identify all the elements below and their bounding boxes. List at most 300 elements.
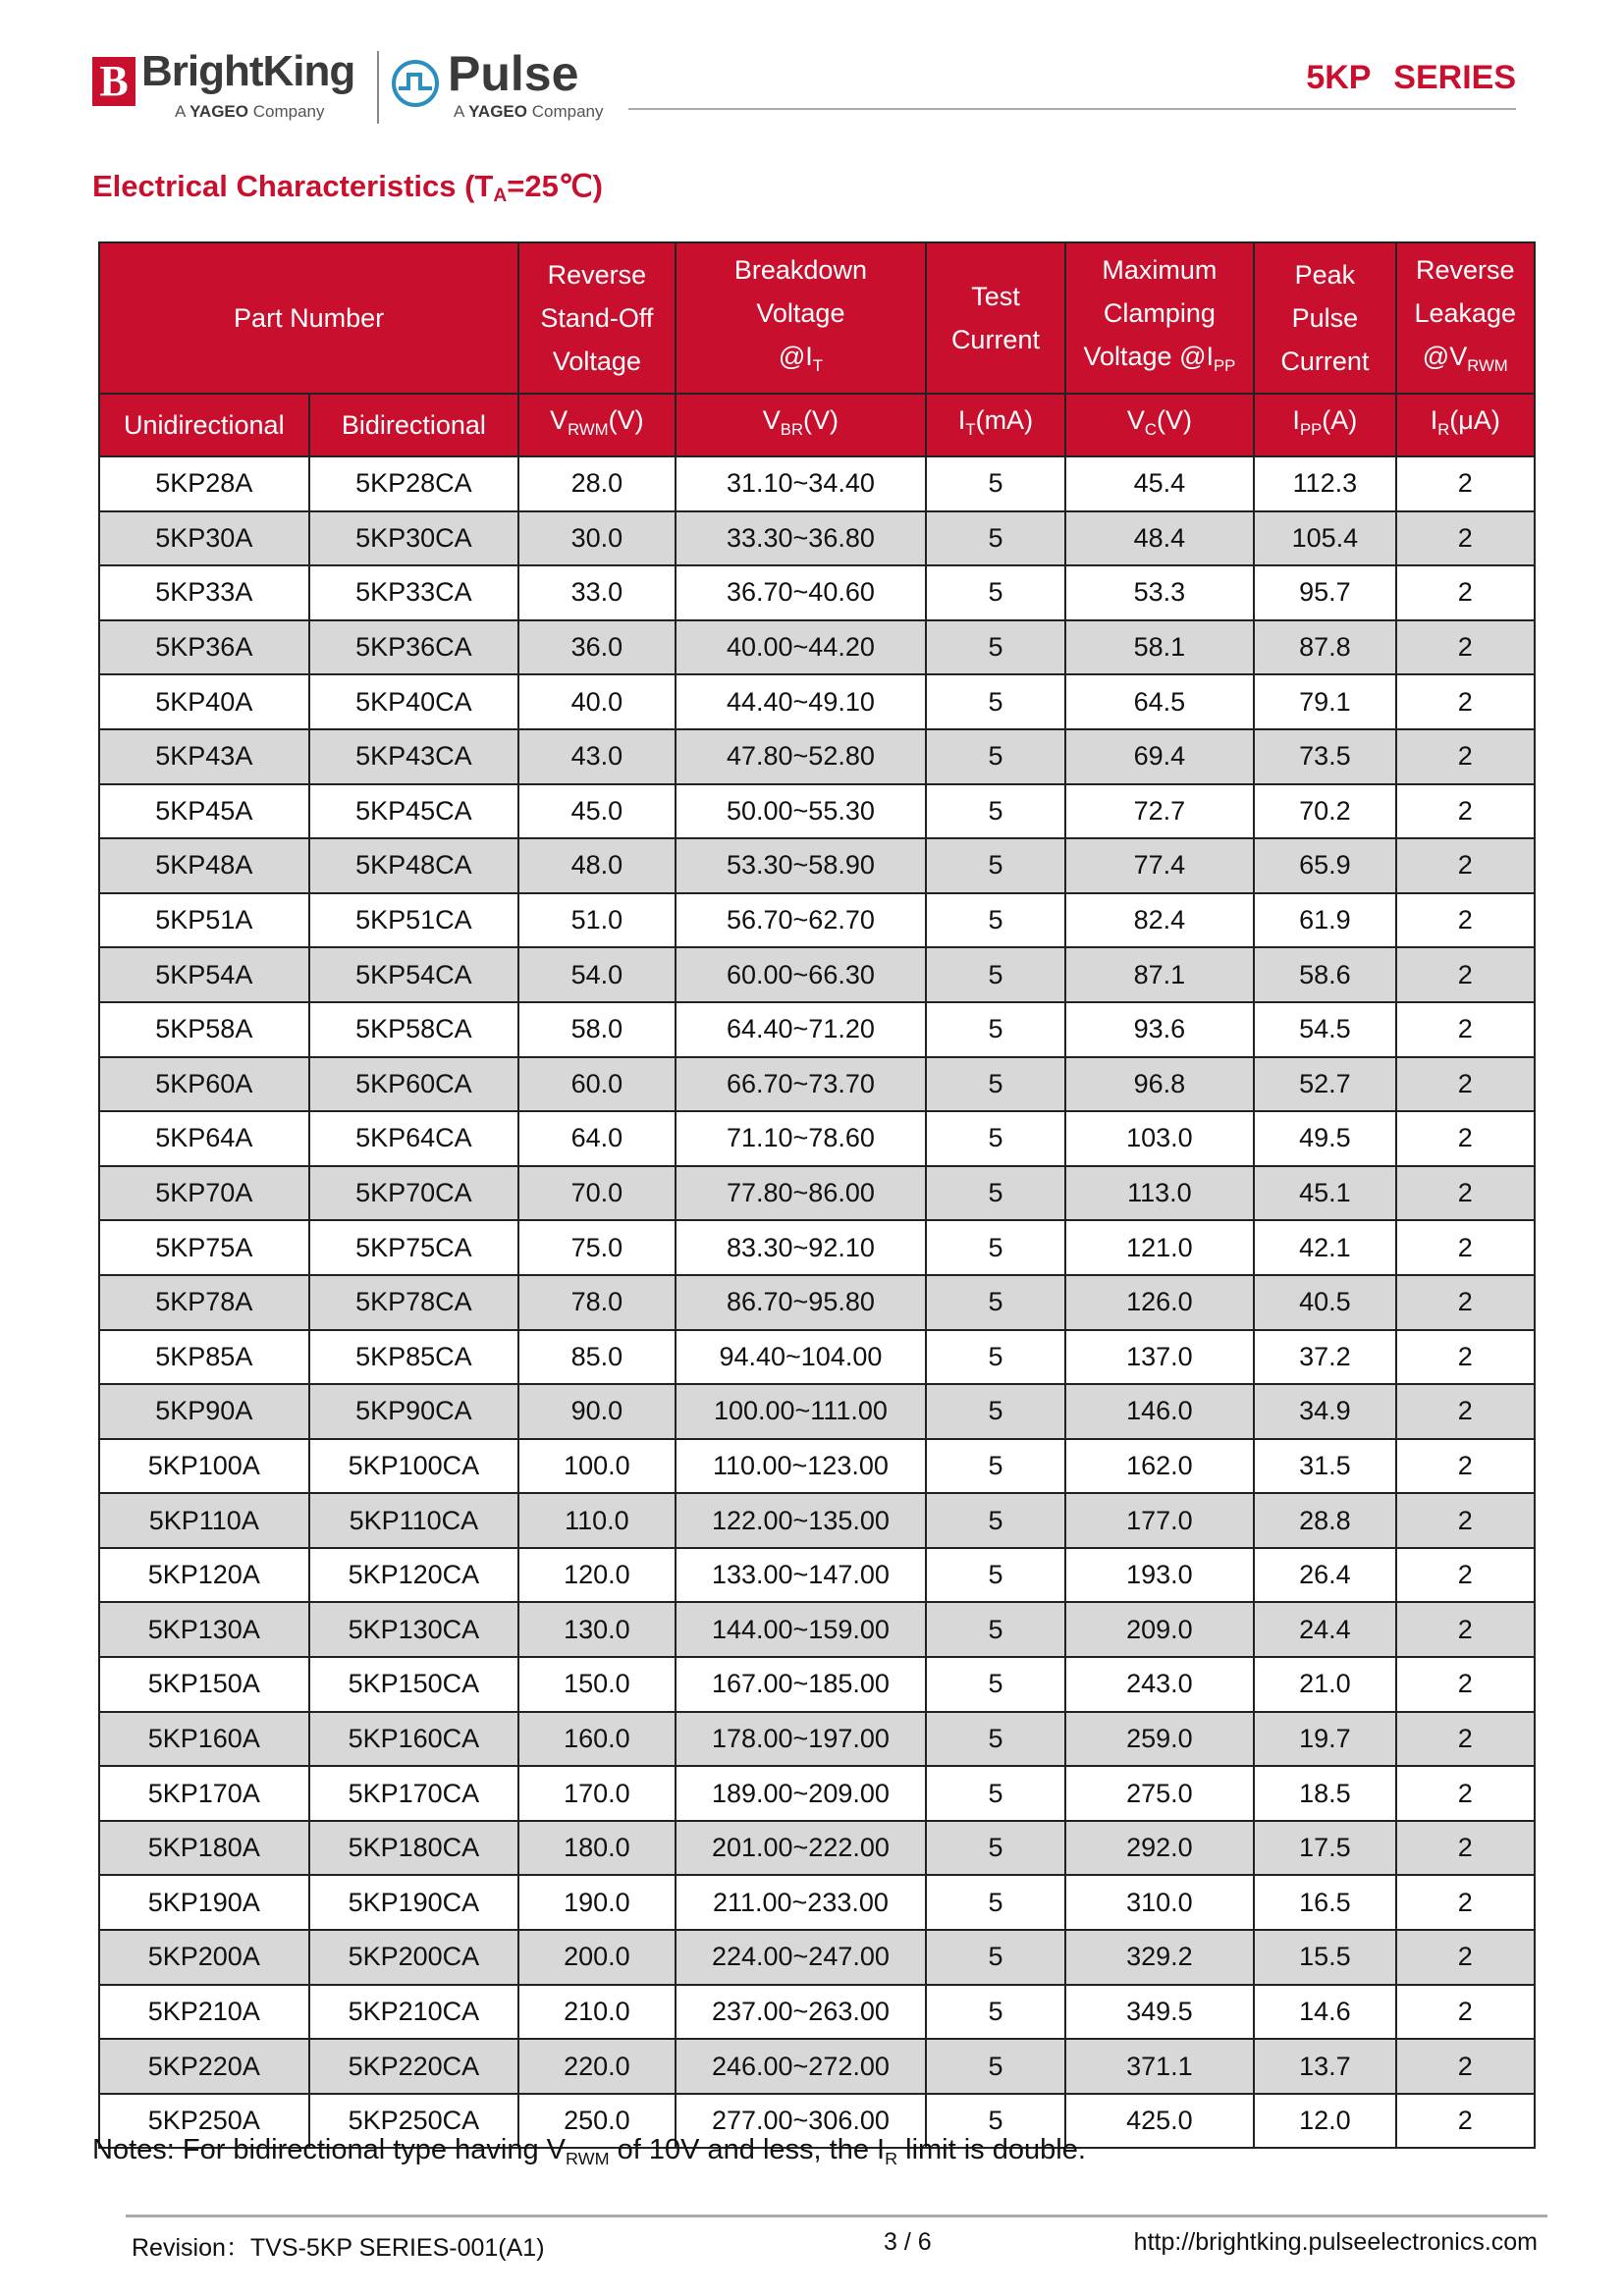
header-vc: Maximum Clamping Voltage $@I_{PP}$ bbox=[1065, 242, 1255, 394]
bidirectional-part-cell: 5KP90CA bbox=[309, 1384, 519, 1439]
it-value-cell: 5 bbox=[926, 1166, 1064, 1221]
vc-value-cell: 275.0 bbox=[1065, 1766, 1255, 1821]
ipp-value-cell: 31.5 bbox=[1254, 1439, 1395, 1494]
vbr-range-cell: 40.00~44.20 bbox=[676, 620, 927, 675]
unidirectional-part-cell: 5KP33A bbox=[99, 565, 309, 620]
footer-revision: Revision：TVS-5KP SERIES-001(A1) bbox=[132, 2234, 545, 2262]
unidirectional-part-cell: 5KP90A bbox=[99, 1384, 309, 1439]
vbr-range-cell: 66.70~73.70 bbox=[676, 1057, 927, 1112]
bidirectional-part-cell: 5KP45CA bbox=[309, 784, 519, 839]
ipp-value-cell: 19.7 bbox=[1254, 1712, 1395, 1767]
vrwm-value-cell: 36.0 bbox=[518, 620, 675, 675]
vbr-range-cell: 33.30~36.80 bbox=[676, 511, 927, 566]
it-value-cell: 5 bbox=[926, 1330, 1064, 1385]
ir-value-cell: 2 bbox=[1396, 1166, 1535, 1221]
vbr-range-cell: 60.00~66.30 bbox=[676, 947, 927, 1002]
table-row bbox=[99, 1330, 1535, 1385]
ipp-value-cell: 73.5 bbox=[1254, 729, 1395, 784]
bidirectional-part-cell: 5KP100CA bbox=[309, 1439, 519, 1494]
it-value-cell: 5 bbox=[926, 2094, 1064, 2149]
vrwm-value-cell: 180.0 bbox=[518, 1821, 675, 1876]
bidirectional-part-cell: 5KP30CA bbox=[309, 511, 519, 566]
ipp-value-cell: 28.8 bbox=[1254, 1493, 1395, 1548]
vc-value-cell: 96.8 bbox=[1065, 1057, 1255, 1112]
it-value-cell: 5 bbox=[926, 1111, 1064, 1166]
table-row bbox=[99, 1821, 1535, 1876]
table-row bbox=[99, 1985, 1535, 2040]
unidirectional-part-cell: 5KP58A bbox=[99, 1002, 309, 1057]
vc-value-cell: 72.7 bbox=[1065, 784, 1255, 839]
vrwm-value-cell: 220.0 bbox=[518, 2039, 675, 2094]
it-value-cell: 5 bbox=[926, 1602, 1064, 1657]
ipp-value-cell: 26.4 bbox=[1254, 1548, 1395, 1603]
ir-value-cell: 2 bbox=[1396, 2039, 1535, 2094]
vc-value-cell: 193.0 bbox=[1065, 1548, 1255, 1603]
table-row bbox=[99, 1275, 1535, 1330]
ir-value-cell: 2 bbox=[1396, 1930, 1535, 1985]
it-value-cell: 5 bbox=[926, 1220, 1064, 1275]
unidirectional-part-cell: 5KP85A bbox=[99, 1330, 309, 1385]
bidirectional-part-cell: 5KP250CA bbox=[309, 2094, 519, 2149]
vc-value-cell: 82.4 bbox=[1065, 893, 1255, 948]
it-value-cell: 5 bbox=[926, 1930, 1064, 1985]
vc-value-cell: 53.3 bbox=[1065, 565, 1255, 620]
it-value-cell: 5 bbox=[926, 729, 1064, 784]
table-row bbox=[99, 1166, 1535, 1221]
it-value-cell: 5 bbox=[926, 1657, 1064, 1712]
bidirectional-part-cell: 5KP33CA bbox=[309, 565, 519, 620]
section-title: Electrical Characteristics $(T_A=25℃)$ bbox=[92, 169, 603, 206]
table-row bbox=[99, 1548, 1535, 1603]
vbr-range-cell: 201.00~222.00 bbox=[676, 1821, 927, 1876]
bidirectional-part-cell: 5KP150CA bbox=[309, 1657, 519, 1712]
header-bidirectional: Bidirectional bbox=[309, 394, 519, 456]
vbr-range-cell: 224.00~247.00 bbox=[676, 1930, 927, 1985]
vc-value-cell: 45.4 bbox=[1065, 456, 1255, 511]
ir-value-cell: 2 bbox=[1396, 1493, 1535, 1548]
vc-value-cell: 137.0 bbox=[1065, 1330, 1255, 1385]
series-title: 5KP SERIES bbox=[1306, 59, 1516, 96]
vc-value-cell: 77.4 bbox=[1065, 838, 1255, 893]
header-ipp: Peak Pulse Current bbox=[1254, 242, 1395, 394]
ipp-value-cell: 105.4 bbox=[1254, 511, 1395, 566]
table-row bbox=[99, 565, 1535, 620]
it-value-cell: 5 bbox=[926, 2039, 1064, 2094]
ir-value-cell: 2 bbox=[1396, 1111, 1535, 1166]
ipp-value-cell: 24.4 bbox=[1254, 1602, 1395, 1657]
unidirectional-part-cell: 5KP150A bbox=[99, 1657, 309, 1712]
vrwm-value-cell: 200.0 bbox=[518, 1930, 675, 1985]
ipp-value-cell: 40.5 bbox=[1254, 1275, 1395, 1330]
bidirectional-part-cell: 5KP51CA bbox=[309, 893, 519, 948]
unidirectional-part-cell: 5KP40A bbox=[99, 674, 309, 729]
ipp-value-cell: 54.5 bbox=[1254, 1002, 1395, 1057]
it-value-cell: 5 bbox=[926, 1985, 1064, 2040]
unidirectional-part-cell: 5KP43A bbox=[99, 729, 309, 784]
ir-value-cell: 2 bbox=[1396, 947, 1535, 1002]
it-value-cell: 5 bbox=[926, 1057, 1064, 1112]
vc-value-cell: 103.0 bbox=[1065, 1111, 1255, 1166]
ir-value-cell: 2 bbox=[1396, 1439, 1535, 1494]
vc-value-cell: 292.0 bbox=[1065, 1821, 1255, 1876]
vrwm-value-cell: 100.0 bbox=[518, 1439, 675, 1494]
unidirectional-part-cell: 5KP100A bbox=[99, 1439, 309, 1494]
table-row bbox=[99, 1930, 1535, 1985]
bidirectional-part-cell: 5KP160CA bbox=[309, 1712, 519, 1767]
vrwm-value-cell: 75.0 bbox=[518, 1220, 675, 1275]
unidirectional-part-cell: 5KP51A bbox=[99, 893, 309, 948]
unidirectional-part-cell: 5KP36A bbox=[99, 620, 309, 675]
vc-value-cell: 243.0 bbox=[1065, 1657, 1255, 1712]
it-value-cell: 5 bbox=[926, 1875, 1064, 1930]
vc-value-cell: 259.0 bbox=[1065, 1712, 1255, 1767]
vc-value-cell: 349.5 bbox=[1065, 1985, 1255, 2040]
ir-value-cell: 2 bbox=[1396, 784, 1535, 839]
vbr-range-cell: 110.00~123.00 bbox=[676, 1439, 927, 1494]
ipp-value-cell: 58.6 bbox=[1254, 947, 1395, 1002]
header-rule bbox=[628, 108, 1516, 110]
vrwm-value-cell: 90.0 bbox=[518, 1384, 675, 1439]
table-row bbox=[99, 1602, 1535, 1657]
unidirectional-part-cell: 5KP30A bbox=[99, 511, 309, 566]
ir-value-cell: 2 bbox=[1396, 674, 1535, 729]
ipp-value-cell: 17.5 bbox=[1254, 1821, 1395, 1876]
ir-value-cell: 2 bbox=[1396, 1384, 1535, 1439]
bidirectional-part-cell: 5KP110CA bbox=[309, 1493, 519, 1548]
unidirectional-part-cell: 5KP210A bbox=[99, 1985, 309, 2040]
it-value-cell: 5 bbox=[926, 511, 1064, 566]
vrwm-value-cell: 150.0 bbox=[518, 1657, 675, 1712]
bidirectional-part-cell: 5KP58CA bbox=[309, 1002, 519, 1057]
brightking-logo bbox=[92, 47, 357, 124]
vrwm-value-cell: 130.0 bbox=[518, 1602, 675, 1657]
bidirectional-part-cell: 5KP130CA bbox=[309, 1602, 519, 1657]
unit-vbr: $V_{BR}(V)$ bbox=[676, 394, 927, 456]
bidirectional-part-cell: 5KP64CA bbox=[309, 1111, 519, 1166]
table-notes: Notes: For bidirectional type having $V_{RWM}$ of 10V and less, the $I_R$ limit is double. bbox=[92, 2134, 1086, 2168]
table-row bbox=[99, 1439, 1535, 1494]
vrwm-value-cell: 60.0 bbox=[518, 1057, 675, 1112]
vc-value-cell: 126.0 bbox=[1065, 1275, 1255, 1330]
unidirectional-part-cell: 5KP48A bbox=[99, 838, 309, 893]
vbr-range-cell: 167.00~185.00 bbox=[676, 1657, 927, 1712]
vrwm-value-cell: 45.0 bbox=[518, 784, 675, 839]
bidirectional-part-cell: 5KP36CA bbox=[309, 620, 519, 675]
table-row bbox=[99, 1875, 1535, 1930]
vrwm-value-cell: 51.0 bbox=[518, 893, 675, 948]
it-value-cell: 5 bbox=[926, 1493, 1064, 1548]
ir-value-cell: 2 bbox=[1396, 1220, 1535, 1275]
it-value-cell: 5 bbox=[926, 1439, 1064, 1494]
unit-ir: $I_R(\mu A)$ bbox=[1396, 394, 1535, 456]
footer-rule bbox=[126, 2215, 1547, 2217]
vbr-range-cell: 44.40~49.10 bbox=[676, 674, 927, 729]
electrical-characteristics-table bbox=[98, 241, 1536, 2149]
unidirectional-part-cell: 5KP70A bbox=[99, 1166, 309, 1221]
bidirectional-part-cell: 5KP190CA bbox=[309, 1875, 519, 1930]
ir-value-cell: 2 bbox=[1396, 511, 1535, 566]
it-value-cell: 5 bbox=[926, 1548, 1064, 1603]
vc-value-cell: 371.1 bbox=[1065, 2039, 1255, 2094]
unidirectional-part-cell: 5KP75A bbox=[99, 1220, 309, 1275]
ir-value-cell: 2 bbox=[1396, 1712, 1535, 1767]
ipp-value-cell: 18.5 bbox=[1254, 1766, 1395, 1821]
vc-value-cell: 177.0 bbox=[1065, 1493, 1255, 1548]
vbr-range-cell: 178.00~197.00 bbox=[676, 1712, 927, 1767]
ir-value-cell: 2 bbox=[1396, 456, 1535, 511]
vrwm-value-cell: 28.0 bbox=[518, 456, 675, 511]
unit-ipp: $I_{PP}(A)$ bbox=[1254, 394, 1395, 456]
vbr-range-cell: 100.00~111.00 bbox=[676, 1384, 927, 1439]
vrwm-value-cell: 54.0 bbox=[518, 947, 675, 1002]
vrwm-value-cell: 40.0 bbox=[518, 674, 675, 729]
unidirectional-part-cell: 5KP45A bbox=[99, 784, 309, 839]
unidirectional-part-cell: 5KP170A bbox=[99, 1766, 309, 1821]
ipp-value-cell: 95.7 bbox=[1254, 565, 1395, 620]
header-part-number: Part Number bbox=[99, 242, 518, 394]
unidirectional-part-cell: 5KP190A bbox=[99, 1875, 309, 1930]
bidirectional-part-cell: 5KP200CA bbox=[309, 1930, 519, 1985]
unidirectional-part-cell: 5KP220A bbox=[99, 2039, 309, 2094]
bidirectional-part-cell: 5KP210CA bbox=[309, 1985, 519, 2040]
ipp-value-cell: 45.1 bbox=[1254, 1166, 1395, 1221]
vc-value-cell: 113.0 bbox=[1065, 1166, 1255, 1221]
ipp-value-cell: 61.9 bbox=[1254, 893, 1395, 948]
bidirectional-part-cell: 5KP40CA bbox=[309, 674, 519, 729]
vc-value-cell: 48.4 bbox=[1065, 511, 1255, 566]
ipp-value-cell: 12.0 bbox=[1254, 2094, 1395, 2149]
vrwm-value-cell: 58.0 bbox=[518, 1002, 675, 1057]
vc-value-cell: 146.0 bbox=[1065, 1384, 1255, 1439]
vbr-range-cell: 94.40~104.00 bbox=[676, 1330, 927, 1385]
vbr-range-cell: 56.70~62.70 bbox=[676, 893, 927, 948]
table-row bbox=[99, 1002, 1535, 1057]
bidirectional-part-cell: 5KP75CA bbox=[309, 1220, 519, 1275]
vbr-range-cell: 211.00~233.00 bbox=[676, 1875, 927, 1930]
vbr-range-cell: 71.10~78.60 bbox=[676, 1111, 927, 1166]
table-row bbox=[99, 1111, 1535, 1166]
vrwm-value-cell: 64.0 bbox=[518, 1111, 675, 1166]
table-body bbox=[99, 456, 1535, 2148]
table-row bbox=[99, 1712, 1535, 1767]
vbr-range-cell: 83.30~92.10 bbox=[676, 1220, 927, 1275]
it-value-cell: 5 bbox=[926, 456, 1064, 511]
ir-value-cell: 2 bbox=[1396, 565, 1535, 620]
table-row bbox=[99, 1384, 1535, 1439]
vrwm-value-cell: 33.0 bbox=[518, 565, 675, 620]
unidirectional-part-cell: 5KP60A bbox=[99, 1057, 309, 1112]
it-value-cell: 5 bbox=[926, 565, 1064, 620]
bidirectional-part-cell: 5KP85CA bbox=[309, 1330, 519, 1385]
ir-value-cell: 2 bbox=[1396, 2094, 1535, 2149]
vrwm-value-cell: 43.0 bbox=[518, 729, 675, 784]
unit-vrwm: $V_{RWM}(V)$ bbox=[518, 394, 675, 456]
unidirectional-part-cell: 5KP130A bbox=[99, 1602, 309, 1657]
header-vrwm: Reverse Stand-Off Voltage bbox=[518, 242, 675, 394]
ipp-value-cell: 42.1 bbox=[1254, 1220, 1395, 1275]
bidirectional-part-cell: 5KP43CA bbox=[309, 729, 519, 784]
header-vbr: Breakdown Voltage $@I_T$ bbox=[676, 242, 927, 394]
bidirectional-part-cell: 5KP54CA bbox=[309, 947, 519, 1002]
it-value-cell: 5 bbox=[926, 1766, 1064, 1821]
vc-value-cell: 329.2 bbox=[1065, 1930, 1255, 1985]
unidirectional-part-cell: 5KP180A bbox=[99, 1821, 309, 1876]
it-value-cell: 5 bbox=[926, 1002, 1064, 1057]
unidirectional-part-cell: 5KP160A bbox=[99, 1712, 309, 1767]
unidirectional-part-cell: 5KP78A bbox=[99, 1275, 309, 1330]
ipp-value-cell: 79.1 bbox=[1254, 674, 1395, 729]
vbr-range-cell: 64.40~71.20 bbox=[676, 1002, 927, 1057]
unit-it: $I_T(mA)$ bbox=[926, 394, 1064, 456]
table-row bbox=[99, 674, 1535, 729]
table-row bbox=[99, 1766, 1535, 1821]
header-it: Test Current bbox=[926, 242, 1064, 394]
unidirectional-part-cell: 5KP54A bbox=[99, 947, 309, 1002]
ipp-value-cell: 65.9 bbox=[1254, 838, 1395, 893]
table-row bbox=[99, 1057, 1535, 1112]
table-row bbox=[99, 893, 1535, 948]
bidirectional-part-cell: 5KP78CA bbox=[309, 1275, 519, 1330]
vbr-range-cell: 53.30~58.90 bbox=[676, 838, 927, 893]
table-row bbox=[99, 838, 1535, 893]
unidirectional-part-cell: 5KP200A bbox=[99, 1930, 309, 1985]
header-ir: Reverse Leakage $@V_{RWM}$ bbox=[1396, 242, 1535, 394]
vrwm-value-cell: 210.0 bbox=[518, 1985, 675, 2040]
vc-value-cell: 425.0 bbox=[1065, 2094, 1255, 2149]
ipp-value-cell: 16.5 bbox=[1254, 1875, 1395, 1930]
ir-value-cell: 2 bbox=[1396, 1766, 1535, 1821]
unidirectional-part-cell: 5KP110A bbox=[99, 1493, 309, 1548]
ir-value-cell: 2 bbox=[1396, 1657, 1535, 1712]
vc-value-cell: 64.5 bbox=[1065, 674, 1255, 729]
table-row bbox=[99, 456, 1535, 511]
table-row bbox=[99, 2039, 1535, 2094]
vrwm-value-cell: 250.0 bbox=[518, 2094, 675, 2149]
vbr-range-cell: 144.00~159.00 bbox=[676, 1602, 927, 1657]
vbr-range-cell: 277.00~306.00 bbox=[676, 2094, 927, 2149]
vrwm-value-cell: 30.0 bbox=[518, 511, 675, 566]
vbr-range-cell: 246.00~272.00 bbox=[676, 2039, 927, 2094]
vbr-range-cell: 47.80~52.80 bbox=[676, 729, 927, 784]
bidirectional-part-cell: 5KP170CA bbox=[309, 1766, 519, 1821]
bidirectional-part-cell: 5KP180CA bbox=[309, 1821, 519, 1876]
it-value-cell: 5 bbox=[926, 893, 1064, 948]
ir-value-cell: 2 bbox=[1396, 1275, 1535, 1330]
ir-value-cell: 2 bbox=[1396, 620, 1535, 675]
vc-value-cell: 69.4 bbox=[1065, 729, 1255, 784]
table-row bbox=[99, 784, 1535, 839]
ipp-value-cell: 34.9 bbox=[1254, 1384, 1395, 1439]
ipp-value-cell: 70.2 bbox=[1254, 784, 1395, 839]
brightking-tagline: A YAGEO Company bbox=[175, 102, 325, 121]
ipp-value-cell: 37.2 bbox=[1254, 1330, 1395, 1385]
bidirectional-part-cell: 5KP60CA bbox=[309, 1057, 519, 1112]
vbr-range-cell: 237.00~263.00 bbox=[676, 1985, 927, 2040]
ir-value-cell: 2 bbox=[1396, 1602, 1535, 1657]
ir-value-cell: 2 bbox=[1396, 1057, 1535, 1112]
vbr-range-cell: 122.00~135.00 bbox=[676, 1493, 927, 1548]
it-value-cell: 5 bbox=[926, 1275, 1064, 1330]
ir-value-cell: 2 bbox=[1396, 1985, 1535, 2040]
vbr-range-cell: 133.00~147.00 bbox=[676, 1548, 927, 1603]
ir-value-cell: 2 bbox=[1396, 1330, 1535, 1385]
header-unidirectional: Unidirectional bbox=[99, 394, 309, 456]
table-row bbox=[99, 620, 1535, 675]
vbr-range-cell: 86.70~95.80 bbox=[676, 1275, 927, 1330]
it-value-cell: 5 bbox=[926, 620, 1064, 675]
vrwm-value-cell: 85.0 bbox=[518, 1330, 675, 1385]
vrwm-value-cell: 48.0 bbox=[518, 838, 675, 893]
ipp-value-cell: 13.7 bbox=[1254, 2039, 1395, 2094]
brightking-name: BrightKing bbox=[141, 47, 355, 95]
ipp-value-cell: 87.8 bbox=[1254, 620, 1395, 675]
vc-value-cell: 162.0 bbox=[1065, 1439, 1255, 1494]
it-value-cell: 5 bbox=[926, 838, 1064, 893]
bidirectional-part-cell: 5KP48CA bbox=[309, 838, 519, 893]
vc-value-cell: 93.6 bbox=[1065, 1002, 1255, 1057]
it-value-cell: 5 bbox=[926, 784, 1064, 839]
vrwm-value-cell: 170.0 bbox=[518, 1766, 675, 1821]
table-row bbox=[99, 947, 1535, 1002]
ir-value-cell: 2 bbox=[1396, 1821, 1535, 1876]
vbr-range-cell: 31.10~34.40 bbox=[676, 456, 927, 511]
vc-value-cell: 58.1 bbox=[1065, 620, 1255, 675]
bidirectional-part-cell: 5KP120CA bbox=[309, 1548, 519, 1603]
it-value-cell: 5 bbox=[926, 674, 1064, 729]
vc-value-cell: 87.1 bbox=[1065, 947, 1255, 1002]
ipp-value-cell: 112.3 bbox=[1254, 456, 1395, 511]
vrwm-value-cell: 190.0 bbox=[518, 1875, 675, 1930]
vbr-range-cell: 77.80~86.00 bbox=[676, 1166, 927, 1221]
pulse-mark-icon bbox=[391, 59, 440, 108]
unit-vc: $V_C(V)$ bbox=[1065, 394, 1255, 456]
bidirectional-part-cell: 5KP220CA bbox=[309, 2039, 519, 2094]
vbr-range-cell: 36.70~40.60 bbox=[676, 565, 927, 620]
table-row bbox=[99, 511, 1535, 566]
ipp-value-cell: 52.7 bbox=[1254, 1057, 1395, 1112]
ipp-value-cell: 15.5 bbox=[1254, 1930, 1395, 1985]
vc-value-cell: 209.0 bbox=[1065, 1602, 1255, 1657]
page-header bbox=[92, 47, 1516, 126]
pulse-tagline: A YAGEO Company bbox=[454, 102, 604, 121]
vrwm-value-cell: 120.0 bbox=[518, 1548, 675, 1603]
vrwm-value-cell: 70.0 bbox=[518, 1166, 675, 1221]
table-row bbox=[99, 1220, 1535, 1275]
vrwm-value-cell: 78.0 bbox=[518, 1275, 675, 1330]
table-row bbox=[99, 729, 1535, 784]
ir-value-cell: 2 bbox=[1396, 1548, 1535, 1603]
vbr-range-cell: 50.00~55.30 bbox=[676, 784, 927, 839]
ir-value-cell: 2 bbox=[1396, 1002, 1535, 1057]
ir-value-cell: 2 bbox=[1396, 1875, 1535, 1930]
unidirectional-part-cell: 5KP64A bbox=[99, 1111, 309, 1166]
vrwm-value-cell: 110.0 bbox=[518, 1493, 675, 1548]
table-row bbox=[99, 1657, 1535, 1712]
vc-value-cell: 121.0 bbox=[1065, 1220, 1255, 1275]
footer-page-number: 3 / 6 bbox=[884, 2228, 932, 2256]
brightking-mark-icon: B bbox=[92, 57, 135, 106]
ipp-value-cell: 49.5 bbox=[1254, 1111, 1395, 1166]
vc-value-cell: 310.0 bbox=[1065, 1875, 1255, 1930]
it-value-cell: 5 bbox=[926, 1384, 1064, 1439]
table-row bbox=[99, 1493, 1535, 1548]
footer-url[interactable]: http://brightking.pulseelectronics.com bbox=[1133, 2228, 1538, 2256]
bidirectional-part-cell: 5KP70CA bbox=[309, 1166, 519, 1221]
logo-divider bbox=[377, 51, 379, 124]
unidirectional-part-cell: 5KP28A bbox=[99, 456, 309, 511]
it-value-cell: 5 bbox=[926, 947, 1064, 1002]
vrwm-value-cell: 160.0 bbox=[518, 1712, 675, 1767]
